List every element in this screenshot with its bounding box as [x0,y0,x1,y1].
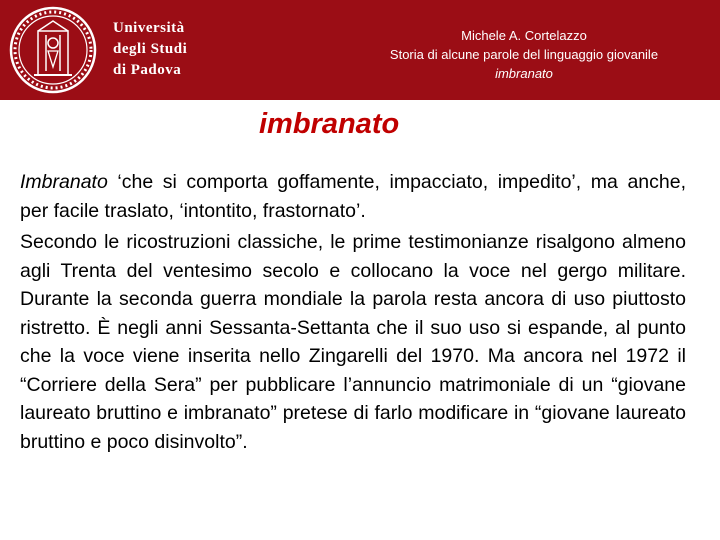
university-seal-icon [8,5,98,95]
definition-text: ‘che si comporta goffamente, impacciato, impedito’, ma anche, per facile traslato, ‘intontito, frastornato’. [20,171,686,222]
university-name-line-2: degli Studi [113,41,188,57]
slide-header [0,0,720,100]
university-name [113,18,187,81]
author-name: Michele A. Cortelazzo [461,28,587,43]
university-name-line-3: di Padova [113,62,182,78]
history-paragraph: Secondo le ricostruzioni classiche, le prime testimonianze risalgono almeno agli Trenta del ventesimo secolo e collocano la voce nel gergo militare. Durante la seconda guerra mondiale la parola resta ancora di uso piuttosto ristretto. È negli anni Sessanta-Settanta che il suo uso si espande, al punto che la voce viene inserita nello Zingarelli del 1970. Ma ancora nel 1972 il “Corriere della Sera” per pubblicare l’annuncio matrimoniale di un “giovane laureato bruttino e imbranato” pretese di farlo modificare in “giovane laureato bruttino e poco disinvolto”. [20,231,686,453]
slide-title: imbranato [259,108,400,140]
definition-paragraph [20,168,686,225]
header-info [344,26,704,83]
header-topic: imbranato [495,66,553,81]
university-name-line-1: Università [113,20,185,36]
course-title: Storia di alcune parole del linguaggio giovanile [389,47,659,62]
slide-body [20,168,686,456]
term-italic: Imbranato [20,171,108,193]
